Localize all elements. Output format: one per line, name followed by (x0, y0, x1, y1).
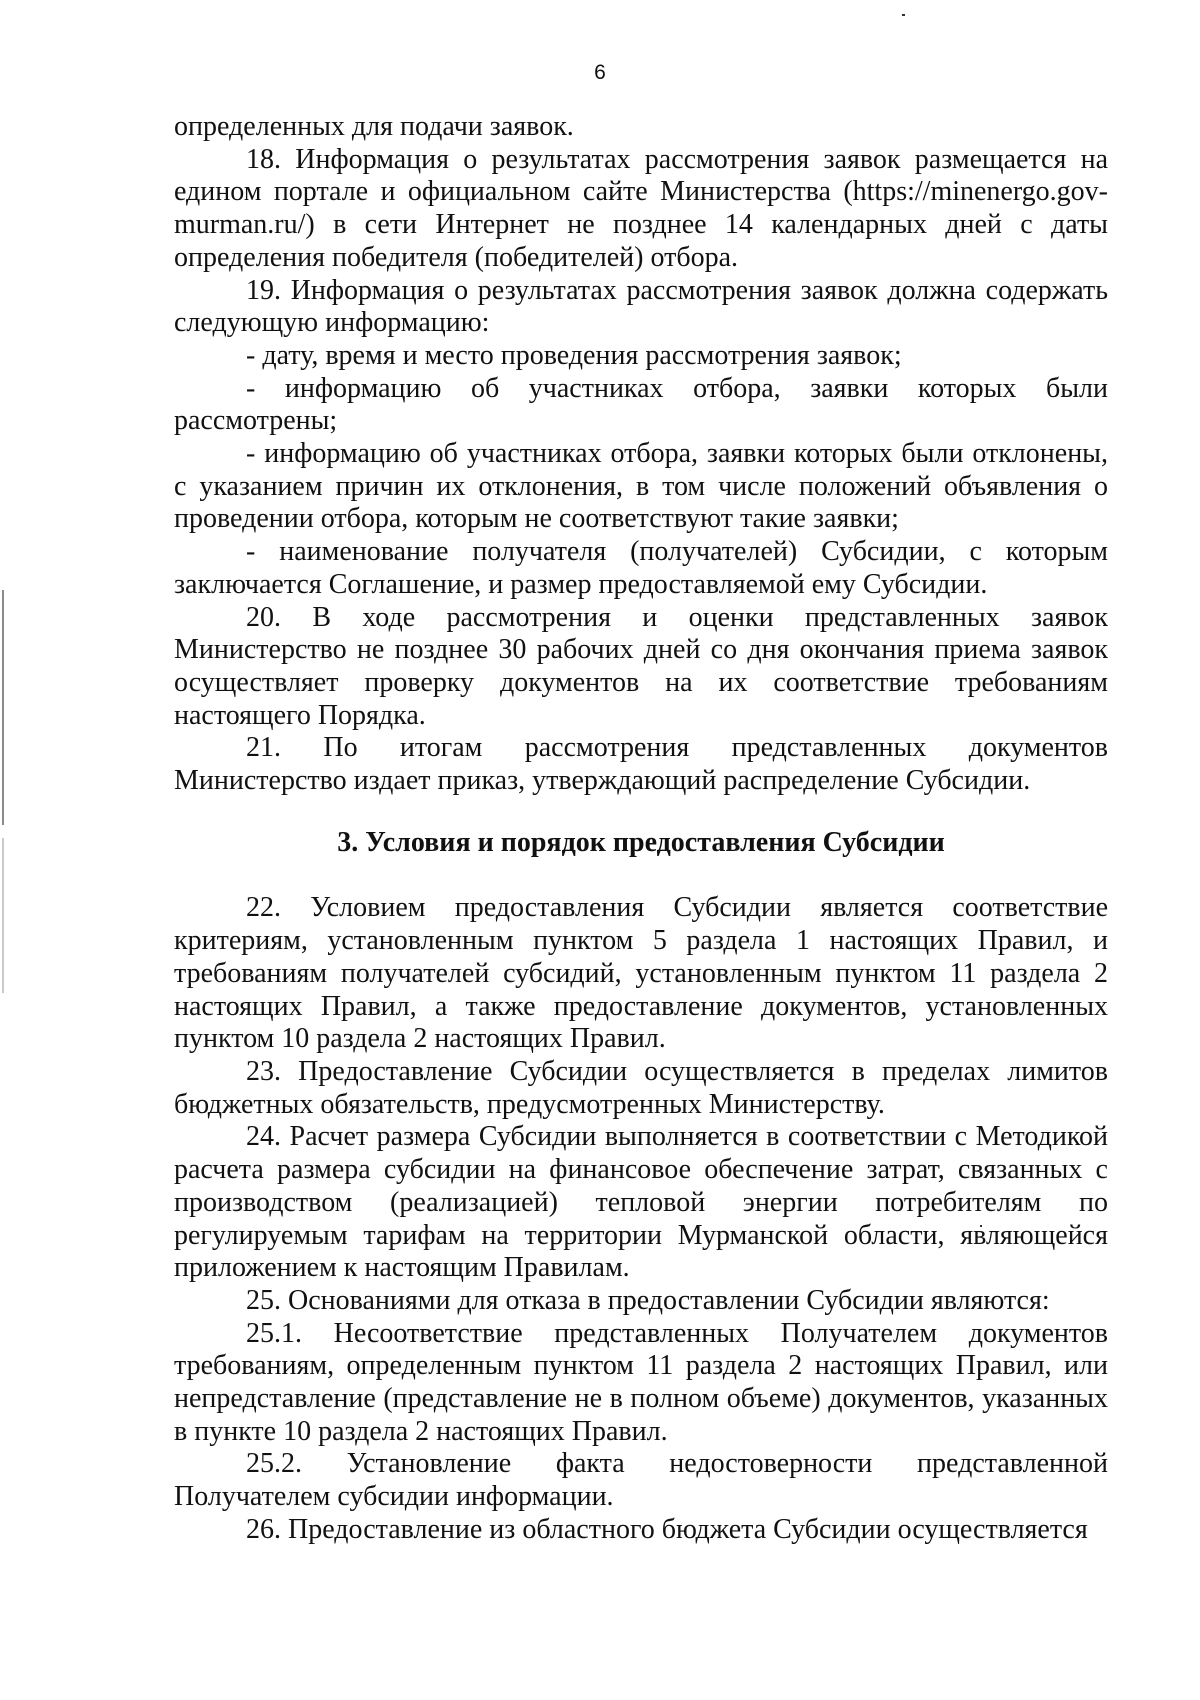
page-number: 6 (594, 61, 606, 84)
paragraph-20: 20. В ходе рассмотрения и оценки представленных заявок Министерство не позднее 30 рабочих дней со дня окончания приема заявок осуществляет проверку документов на их соответствие требованиям настоящего Порядка. (174, 601, 1108, 731)
paragraph-22: 22. Условием предоставления Субсидии является соответствие критериям, установленным пунктом 5 раздела 1 настоящих Правил, и требованиям получателей субсидий, установленным пунктом 11 раздела 2 настоящих Правил, а также предоставление документов, установленных пунктом 10 раздела 2 настоящих Правил. (174, 892, 1108, 1055)
paragraph-25-1: 25.1. Несоответствие представленных Получателем документов требованиям, определенным пунктом 11 раздела 2 настоящих Правил, или непредставление (представление не в полном объеме) документов, указанных в пункте 10 раздела 2 настоящих Правил. (174, 1317, 1108, 1447)
paragraph-25-2: 25.2. Установление факта недостоверности представленной Получателем субсидии информации. (174, 1448, 1108, 1513)
paragraph-19: 19. Информация о результатах рассмотрения заявок должна содержать следующую информацию: (174, 274, 1108, 339)
paragraph-23: 23. Предоставление Субсидии осуществляется в пределах лимитов бюджетных обязательств, предусмотренных Министерству. (174, 1055, 1108, 1120)
paragraph-24: 24. Расчет размера Субсидии выполняется в соответствии с Методикой расчета размера субсидии на финансовое обеспечение затрат, связанных с производством (реализацией) тепловой энергии потребителям по регулируемым тарифам на территории Мурманской области, являющейся приложением к настоящим Правилам. (174, 1121, 1108, 1284)
document-body (174, 111, 1108, 1547)
scan-speck (902, 14, 905, 16)
list-item-recipient-name: - наименование получателя (получателей) Субсидии, с которым заключается Соглашение, и размер предоставляемой ему Субсидии. (174, 536, 1108, 600)
list-item-reviewed-participants: - информацию об участниках отбора, заявки которых были рассмотрены; (174, 372, 1108, 437)
continuation-paragraph: определенных для подачи заявок. (174, 111, 574, 142)
list-item-review-date: - дату, время и место проведения рассмотрения заявок; (246, 339, 902, 371)
paragraph-21: 21. По итогам рассмотрения представленных документов Министерство издает приказ, утверждающий распределение Субсидии. (174, 732, 1108, 797)
scan-edge-mark (2, 590, 4, 825)
paragraph-25: 25. Основаниями для отказа в предоставлении Субсидии являются: (246, 1284, 1050, 1316)
paragraph-18: 18. Информация о результатах рассмотрения заявок размещается на едином портале и официальном сайте Министерства (https://minenergo.gov-murman.ru/) в сети Интернет не позднее 14 календарных дней с даты определения победителя (победителей) отбора. (174, 143, 1108, 273)
section-heading: 3. Условия и порядок предоставления Субсидии (337, 826, 945, 858)
scan-edge-mark (2, 838, 4, 993)
paragraph-26: 26. Предоставление из областного бюджета Субсидии осуществляется (246, 1513, 1088, 1545)
list-item-rejected-participants: - информацию об участниках отбора, заявки которых были отклонены, с указанием причин их отклонения, в том числе положений объявления о проведении отбора, которым не соответствуют такие заявки; (174, 438, 1108, 535)
